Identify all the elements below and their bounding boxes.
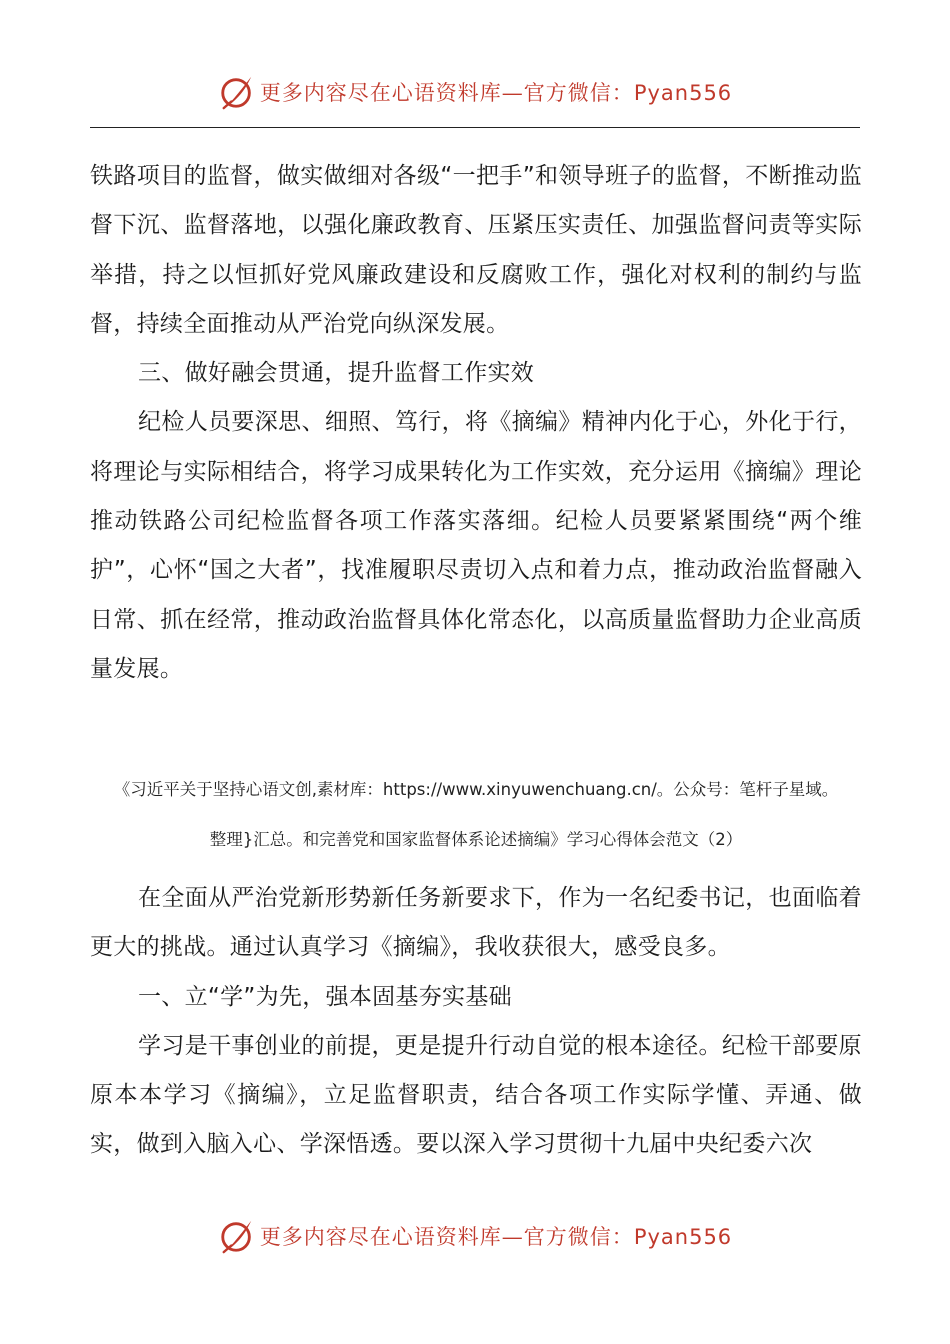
paragraph: 纪检人员要深思、细照、笃行，将《摘编》精神内化于心，外化于行，将理论与实际相结合，将学习成果转化为工作实效，充分运用《摘编》理论推动铁路公司纪检监督各项工作落实落细。纪检人员要紧紧围绕“两个维护”，心怀“国之大者”，找准履职尽责切入点和着力点，推动政治监督融入日常、抓在经常，推动政治监督具体化常态化，以高质量监督助力企业高质量发展。 <box>90 409 862 682</box>
banner-label: 更多内容尽在心语资料库—官方微信： <box>259 81 634 105</box>
header-divider <box>90 127 860 128</box>
text-block-2 <box>90 874 862 1170</box>
banner-wechat-id: Pyan556 <box>633 1225 733 1249</box>
text-block-1 <box>90 152 862 694</box>
banner-label: 更多内容尽在心语资料库—官方微信： <box>259 1225 634 1249</box>
quill-logo-icon <box>218 1217 256 1255</box>
paragraph: 在全面从严治党新形势新任务新要求下，作为一名纪委书记，也面临着更大的挑战。通过认真学习《摘编》，我收获很大，感受良多。 <box>90 885 862 961</box>
footer-banner <box>0 1214 950 1258</box>
section-heading: 一、立“学”为先，强本固基夯实基础 <box>138 983 512 1010</box>
article-title-line-1: 《习近平关于坚持心语文创,素材库：https://www.xinyuwenchuang.cn/。公众号：笔杆子星域。 <box>113 780 839 799</box>
article-title-line-2: 整理}汇总。和完善党和国家监督体系论述摘编》学习心得体会范文（2） <box>209 830 743 849</box>
banner-wechat-id: Pyan556 <box>633 81 733 105</box>
header-banner <box>0 70 950 114</box>
banner-text <box>260 77 732 107</box>
banner-text <box>260 1221 732 1251</box>
quill-logo-icon <box>218 73 256 111</box>
section-heading: 三、做好融会贯通，提升监督工作实效 <box>138 360 535 387</box>
paragraph: 铁路项目的监督，做实做细对各级“一把手”和领导班子的监督，不断推动监督下沉、监督落地，以强化廉政教育、压紧压实责任、加强监督问责等实际举措，持之以恒抓好党风廉政建设和反腐败工作，强化对权利的制约与监督，持续全面推动从严治党向纵深发展。 <box>90 163 862 337</box>
paragraph: 学习是干事创业的前提，更是提升行动自觉的根本途径。纪检干部要原原本本学习《摘编》，立足监督职责，结合各项工作实际学懂、弄通、做实，做到入脑入心、学深悟透。要以深入学习贯彻十九届中央纪委六次 <box>90 1032 862 1158</box>
